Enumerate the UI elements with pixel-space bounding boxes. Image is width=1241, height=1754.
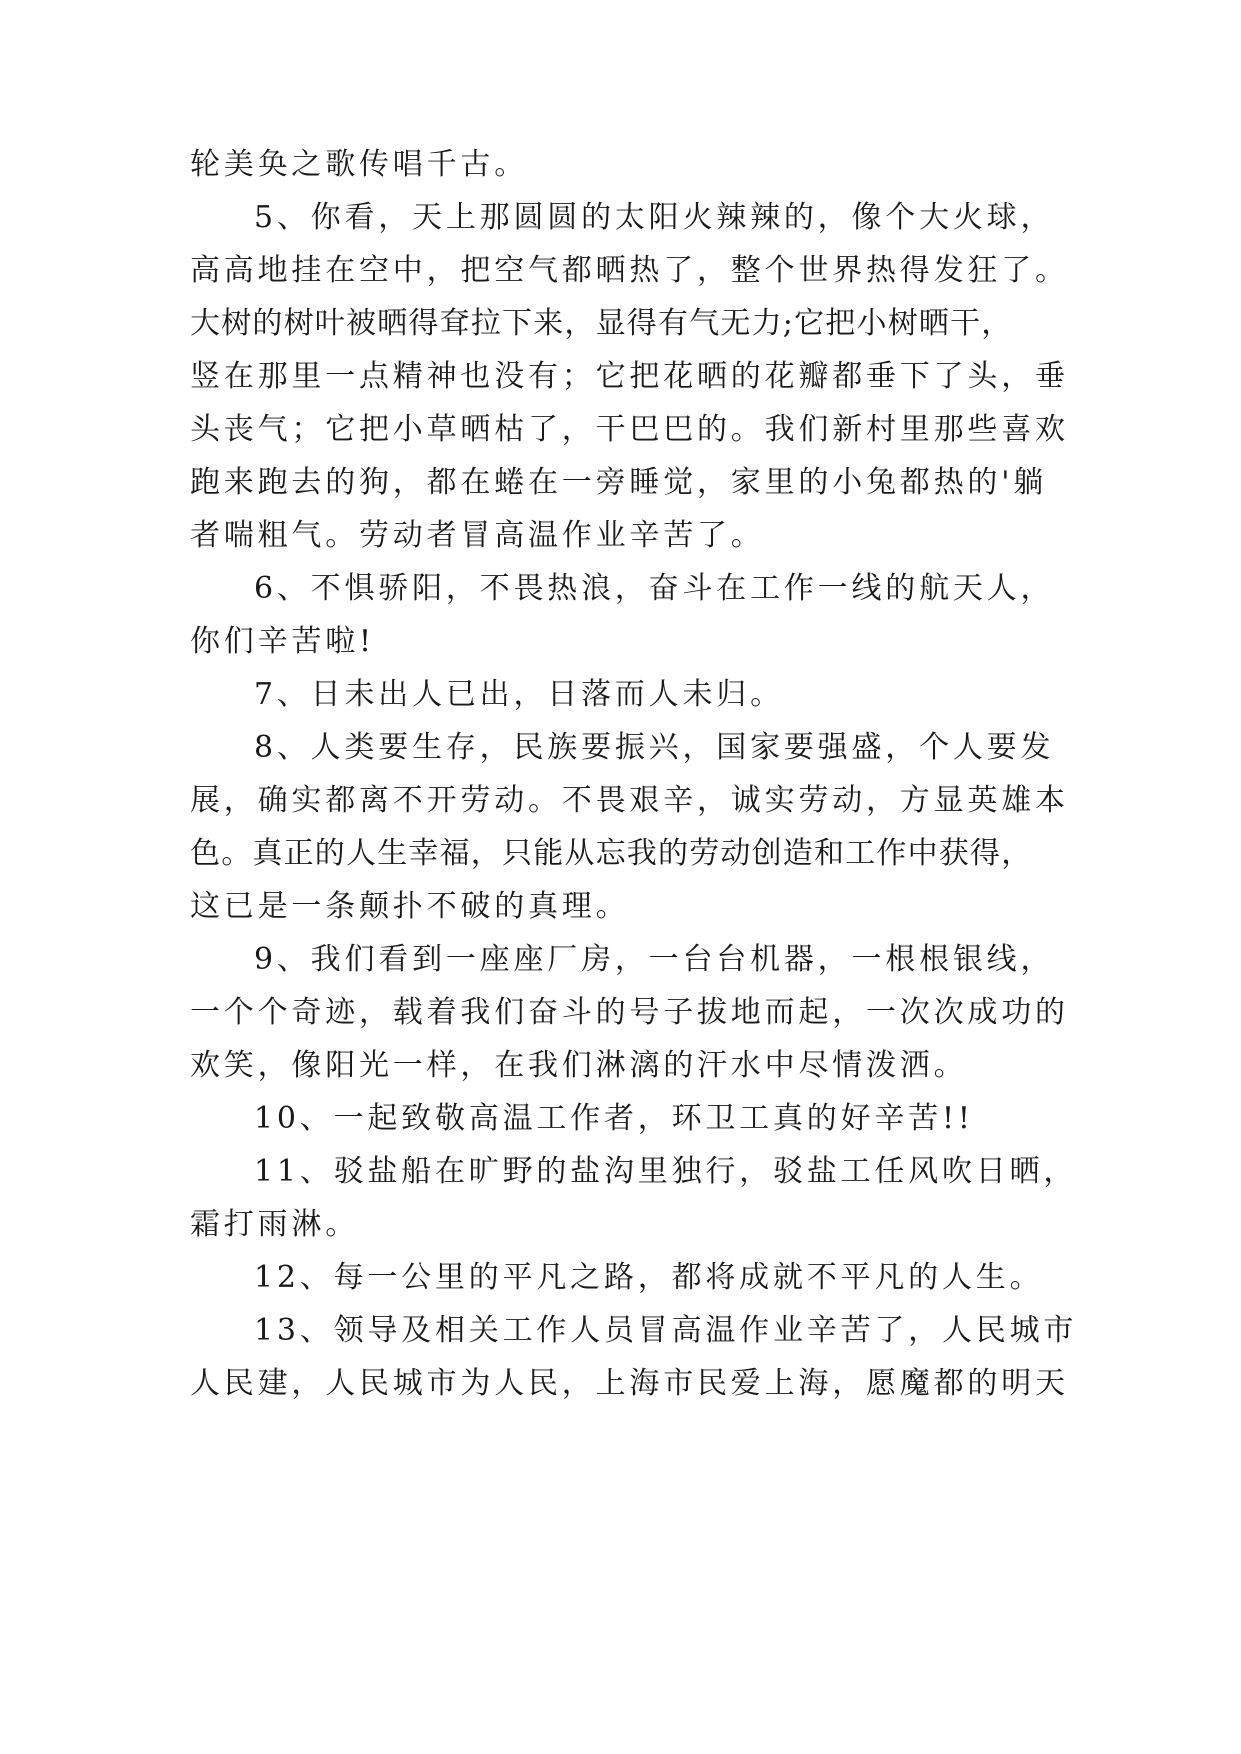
text-line: 你们辛苦啦! — [190, 624, 375, 659]
text-line: 11、驳盐船在旷野的盐沟里独行，驳盐工任风吹日晒， — [254, 1154, 1078, 1189]
text-line: 高高地挂在空中，把空气都晒热了，整个世界热得发狂了。 — [190, 253, 1069, 288]
text-line: 色。真正的人生幸福，只能从忘我的劳动创造和工作中获得， — [190, 836, 1033, 871]
text-line: 8、人类要生存，民族要振兴，国家要强盛，个人要发 — [254, 730, 1055, 765]
text-line: 者喘粗气。劳动者冒高温作业辛苦了。 — [190, 518, 765, 553]
text-line: 欢笑，像阳光一样，在我们淋漓的汗水中尽情泼洒。 — [190, 1048, 968, 1083]
text-line: 人民建，人民城市为人民，上海市民爱上海，愿魔都的明天 — [190, 1366, 1069, 1401]
text-line: 10、一起致敬高温工作者，环卫工真的好辛苦!! — [254, 1101, 974, 1136]
text-line: 6、不惧骄阳，不畏热浪，奋斗在工作一线的航天人， — [254, 571, 1055, 606]
text-line: 5、你看，天上那圆圆的太阳火辣辣的，像个大火球， — [254, 200, 1055, 235]
text-line: 一个个奇迹，载着我们奋斗的号子拔地而起，一次次成功的 — [190, 995, 1069, 1030]
text-line: 轮美奂之歌传唱千古。 — [190, 147, 528, 182]
text-line: 跑来跑去的狗，都在蜷在一旁睡觉，家里的小兔都热的'躺 — [190, 465, 1048, 500]
text-line: 竖在那里一点精神也没有；它把花晒的花瓣都垂下了头，垂 — [190, 359, 1069, 394]
text-line: 13、领导及相关工作人员冒高温作业辛苦了，人民城市 — [254, 1313, 1078, 1348]
text-line: 霜打雨淋。 — [190, 1207, 359, 1242]
text-line: 展，确实都离不开劳动。不畏艰辛，诚实劳动，方显英雄本 — [190, 783, 1069, 818]
text-line: 大树的树叶被晒得耷拉下来，显得有气无力;它把小树晒干， — [190, 306, 1013, 341]
text-line: 12、每一公里的平凡之路，都将成就不平凡的人生。 — [254, 1260, 1044, 1295]
text-line: 7、日未出人已出，日落而人未归。 — [254, 677, 784, 712]
text-line: 9、我们看到一座座厂房，一台台机器，一根根银线， — [254, 942, 1055, 977]
text-line: 头丧气；它把小草晒枯了，干巴巴的。我们新村里那些喜欢 — [190, 412, 1069, 447]
text-line: 这已是一条颠扑不破的真理。 — [190, 889, 630, 924]
